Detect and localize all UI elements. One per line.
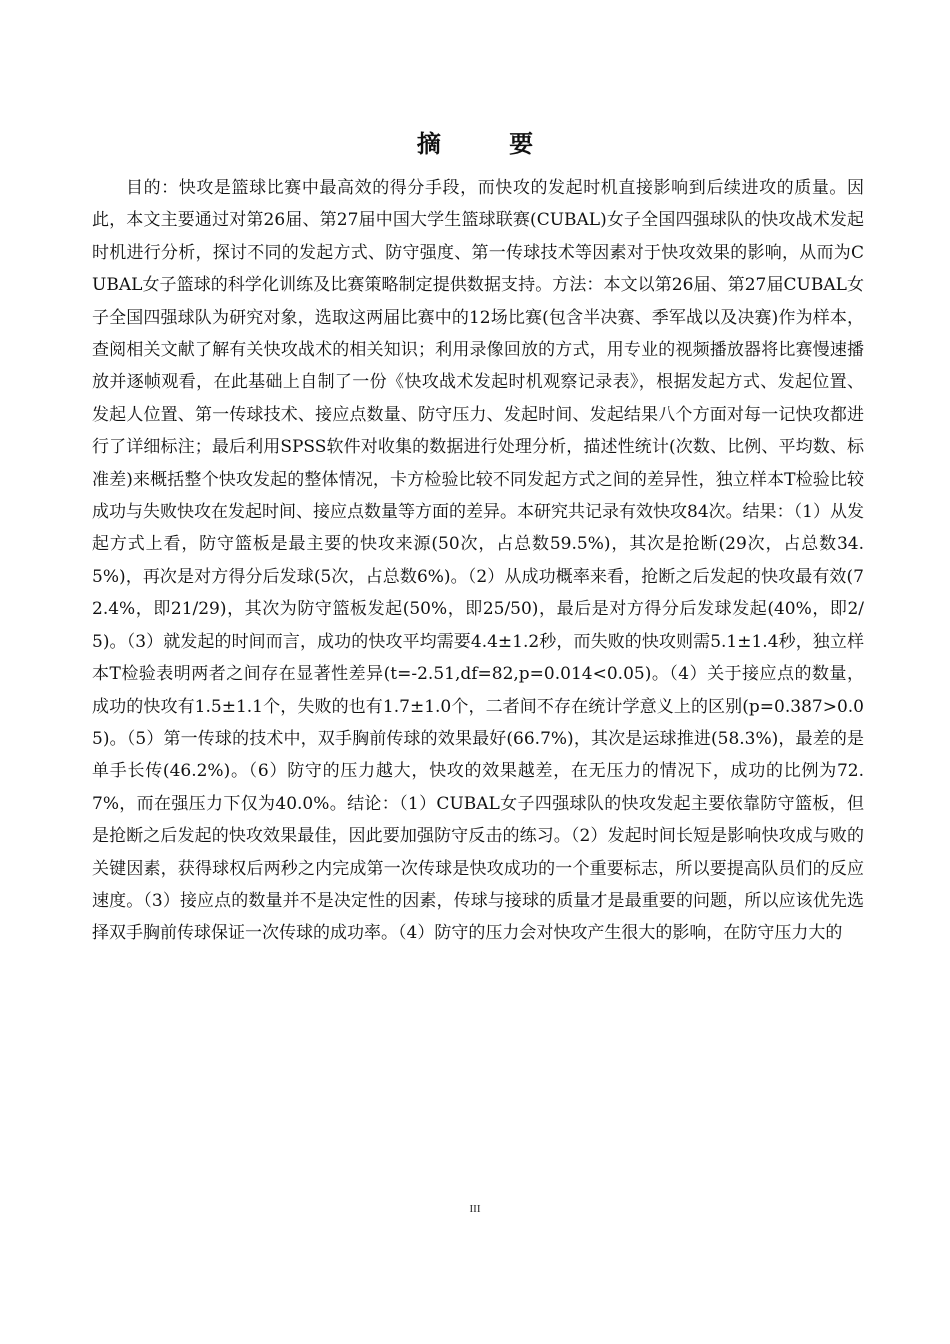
abstract-body: 目的：快攻是篮球比赛中最高效的得分手段，而快攻的发起时机直接影响到后续进攻的质量。因此，本文主要通过对第26届、第27届中国大学生篮球联赛(CUBAL)女子全国四强球队的快攻战术发起时机进行分析，探讨不同的发起方式、防守强度、第一传球技术等因素对于快攻效果的影响，从而为CUBAL女子篮球的科学化训练及比赛策略制定提供数据支持。方法：本文以第26届、第27届CUBAL女子全国四强球队为研究对象，选取这两届比赛中的12场比赛(包含半决赛、季军战以及决赛)作为样本，查阅相关文献了解有关快攻战术的相关知识；利用录像回放的方式，用专业的视频播放器将比赛慢速播放并逐帧观看，在此基础上自制了一份《快攻战术发起时机观察记录表》，根据发起方式、发起位置、发起人位置、第一传球技术、接应点数量、防守压力、发起时间、发起结果八个方面对每一记快攻都进行了详细标注；最后利用SPSS软件对收集的数据进行处理分析，描述性统计(次数、比例、平均数、标准差)来概括整个快攻发起的整体情况，卡方检验比较不同发起方式之间的差异性，独立样本T检验比较成功与失败快攻在发起时间、接应点数量等方面的差异。本研究共记录有效快攻84次。结果：（1）从发起方式上看，防守篮板是最主要的快攻来源(50次，占总数59.5%)，其次是抢断(29次，占总数34.5%)，再次是对方得分后发球(5次，占总数6%)。（2）从成功概率来看，抢断之后发起的快攻最有效(72.4%，即21/29)，其次为防守篮板发起(50%，即25/50)，最后是对方得分后发球发起(40%，即2/5)。（3）就发起的时间而言，成功的快攻平均需要4.4±1.2秒，而失败的快攻则需5.1±1.4秒，独立样本T检验表明两者之间存在显著性差异(t=-2.51,df=82,p=0.014<0.05)。（4）关于接应点的数量，成功的快攻有1.5±1.1个，失败的也有1.7±1.0个，二者间不存在统计学意义上的区别(p=0.387>0.05)。（5）第一传球的技术中，双手胸前传球的效果最好(66.7%)，其次是运球推进(58.3%)，最差的是单手长传(46.2%)。（6）防守的压力越大，快攻的效果越差，在无压力的情况下，成功的比例为72.7%，而在强压力下仅为40.0%。结论：（1）CUBAL女子四强球队的快攻发起主要依靠防守篮板，但是抢断之后发起的快攻效果最佳，因此要加强防守反击的练习。（2）发起时间长短是影响快攻成与败的关键因素，获得球权后两秒之内完成第一次传球是快攻成功的一个重要标志，所以要提高队员们的反应速度。（3）接应点的数量并不是决定性的因素，传球与接球的质量才是最重要的问题，所以应该优先选择双手胸前传球保证一次传球的成功率。（4）防守的压力会对快攻产生很大的影响，在防守压力大的 bbox=[92, 178, 864, 944]
abstract-title: 摘 要 bbox=[416, 130, 564, 158]
page-number: III bbox=[469, 1203, 481, 1215]
